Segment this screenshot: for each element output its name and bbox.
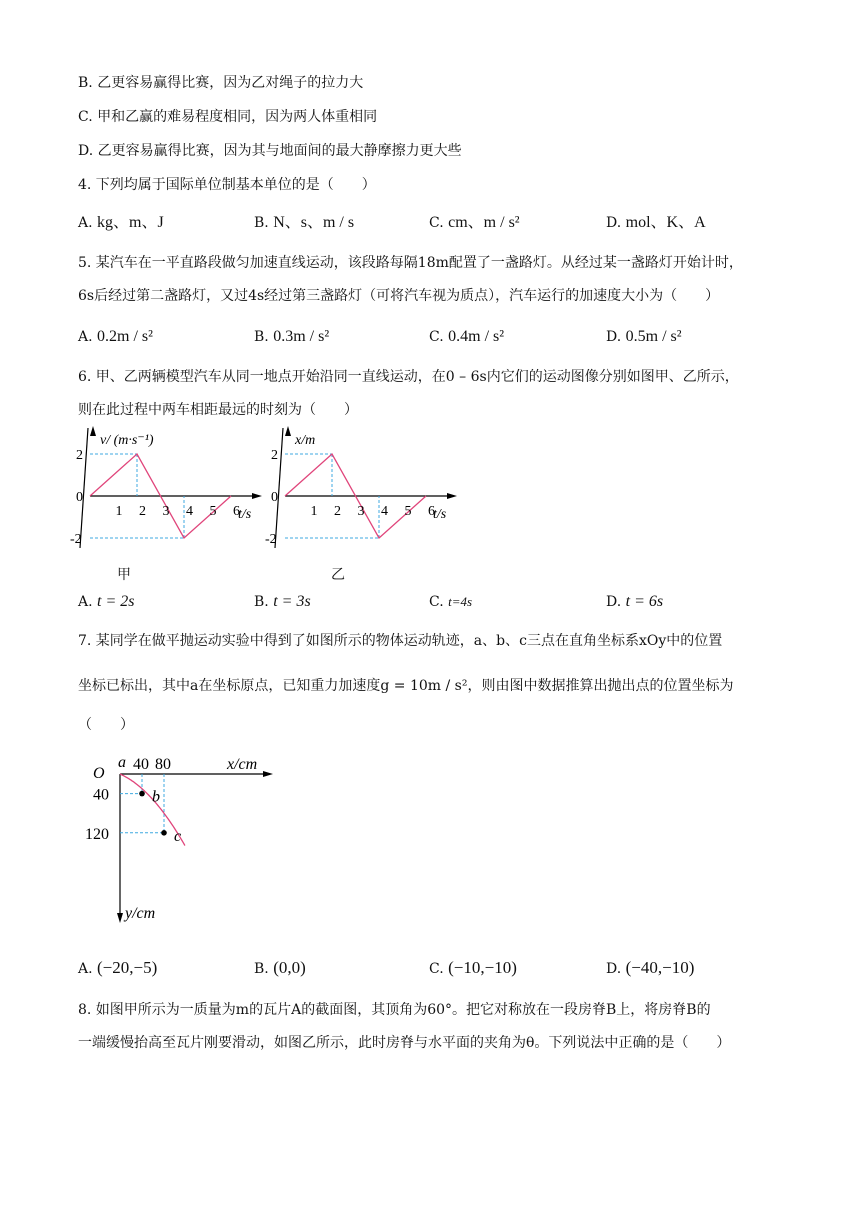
- graph-jia-y-arrow: [90, 426, 96, 436]
- q4-option-c: C. cm、m / s²: [429, 214, 520, 231]
- yi-ytick: 2: [271, 448, 278, 463]
- q7-option-b: B. (0,0): [254, 958, 306, 977]
- graph-yi-ylabel: x/m: [295, 433, 316, 448]
- q5-line2: 6s后经过第二盏路灯，又过4s经过第三盏路灯（可将汽车视为质点），汽车运行的加速度大小为（ ）: [78, 288, 720, 304]
- proj-label-c: c: [174, 827, 182, 845]
- graph-yi-y-axis: [275, 428, 283, 548]
- q3-option-b: B. 乙更容易赢得比赛，因为乙对绳子的拉力大: [78, 75, 364, 91]
- projectile-diagram: [85, 750, 285, 930]
- q7-option-c: C. (−10,−10): [429, 958, 517, 977]
- proj-label-a: a: [118, 754, 126, 771]
- q7-option-d: D. (−40,−10): [606, 958, 695, 977]
- jia-ytick: -2: [70, 532, 82, 547]
- proj-x-arrow: [263, 771, 273, 777]
- q7-line1: 7. 某同学在做平抛运动实验中得到了如图所示的物体运动轨迹，a、b、c三点在直角坐标系xOy中的位置: [78, 633, 723, 649]
- q7-line3: （ ）: [78, 717, 134, 733]
- q6-line2: 则在此过程中两车相距最远的时刻为（ ）: [78, 402, 358, 418]
- yi-xtick: 2: [334, 504, 341, 519]
- q6-option-b: B. t = 3s: [254, 593, 311, 610]
- jia-ytick: 2: [76, 448, 83, 463]
- q5-option-c: C. 0.4m / s²: [429, 328, 505, 345]
- proj-label-b: b: [152, 788, 160, 806]
- q4-option-a: A. kg、m、J: [78, 214, 164, 231]
- jia-xtick: 1: [115, 504, 123, 519]
- q7-line2: 坐标已标出，其中a在坐标原点，已知重力加速度g = 10m / s²，则由图中数据推算出抛出点的位置坐标为: [78, 678, 734, 694]
- proj-ytick: 40: [93, 786, 109, 804]
- graph-yi-xlabel: t/s: [433, 507, 447, 522]
- graph-jia-caption: 甲: [117, 567, 131, 583]
- graph-yi-y-arrow: [285, 426, 291, 436]
- proj-ytick: 120: [85, 825, 109, 843]
- proj-xtick: 40: [133, 756, 149, 773]
- proj-y-arrow: [117, 913, 123, 923]
- yi-origin: 0: [271, 490, 278, 505]
- q6-option-d: D. t = 6s: [606, 593, 664, 610]
- q4-option-d: D. mol、K、A: [606, 214, 706, 231]
- jia-origin: 0: [76, 490, 83, 505]
- jia-xtick: 5: [209, 504, 217, 519]
- q3-option-c: C. 甲和乙赢的难易程度相同，因为两人体重相同: [78, 109, 378, 125]
- proj-ylabel: y/cm: [125, 905, 156, 922]
- jia-xtick: 3: [162, 504, 170, 519]
- yi-xtick: 6: [428, 504, 435, 519]
- graph-yi: [265, 428, 465, 558]
- q5-option-d: D. 0.5m / s²: [606, 328, 682, 345]
- graph-yi-x-arrow: [447, 493, 457, 499]
- proj-point-c: [161, 830, 167, 836]
- proj-xtick: 80: [155, 756, 171, 773]
- q5-option-a: A. 0.2m / s²: [78, 328, 153, 345]
- q7-option-a: A. (−20,−5): [78, 958, 158, 977]
- q8-line2: 一端缓慢抬高至瓦片刚要滑动，如图乙所示，此时房脊与水平面的夹角为θ。下列说法中正确的是（ ）: [78, 1035, 731, 1051]
- q3-option-d: D. 乙更容易赢得比赛，因为其与地面间的最大静摩擦力更大些: [78, 143, 462, 159]
- proj-origin-label: O: [93, 765, 105, 782]
- yi-xtick: 4: [381, 504, 388, 519]
- jia-xtick: 2: [139, 504, 146, 519]
- yi-xtick: 3: [357, 504, 365, 519]
- proj-xlabel: x/cm: [227, 756, 258, 773]
- q4-stem: 4. 下列均属于国际单位制基本单位的是（ ）: [78, 177, 376, 193]
- yi-ytick: -2: [265, 532, 277, 547]
- graph-jia: [70, 428, 270, 558]
- jia-xtick: 6: [233, 504, 240, 519]
- graph-jia-xlabel: t/s: [238, 507, 252, 522]
- graph-jia-x-arrow: [252, 493, 262, 499]
- q5-line1: 5. 某汽车在一平直路段做匀加速直线运动，该段路每隔18m配置了一盏路灯。从经过某一盏路灯开始计时，: [78, 255, 743, 271]
- graph-jia-ylabel: v/ (m·s⁻¹): [100, 433, 154, 448]
- q6-option-a: A. t = 2s: [78, 593, 135, 610]
- jia-xtick: 4: [186, 504, 193, 519]
- yi-xtick: 5: [404, 504, 412, 519]
- q6-option-c: C. t=4s: [429, 594, 473, 610]
- q6-line1: 6. 甲、乙两辆模型汽车从同一地点开始沿同一直线运动，在0 – 6s内它们的运动图像分别如图甲、乙所示，: [78, 369, 739, 385]
- proj-point-b: [139, 791, 145, 797]
- q4-option-b: B. N、s、m / s: [254, 214, 355, 231]
- graph-jia-y-axis: [80, 428, 88, 548]
- q8-line1: 8. 如图甲所示为一质量为m的瓦片A的截面图，其顶角为60°。把它对称放在一段房脊B上，将房脊B的: [78, 1002, 711, 1018]
- graph-yi-caption: 乙: [331, 567, 345, 583]
- q5-option-b: B. 0.3m / s²: [254, 328, 330, 345]
- yi-xtick: 1: [310, 504, 318, 519]
